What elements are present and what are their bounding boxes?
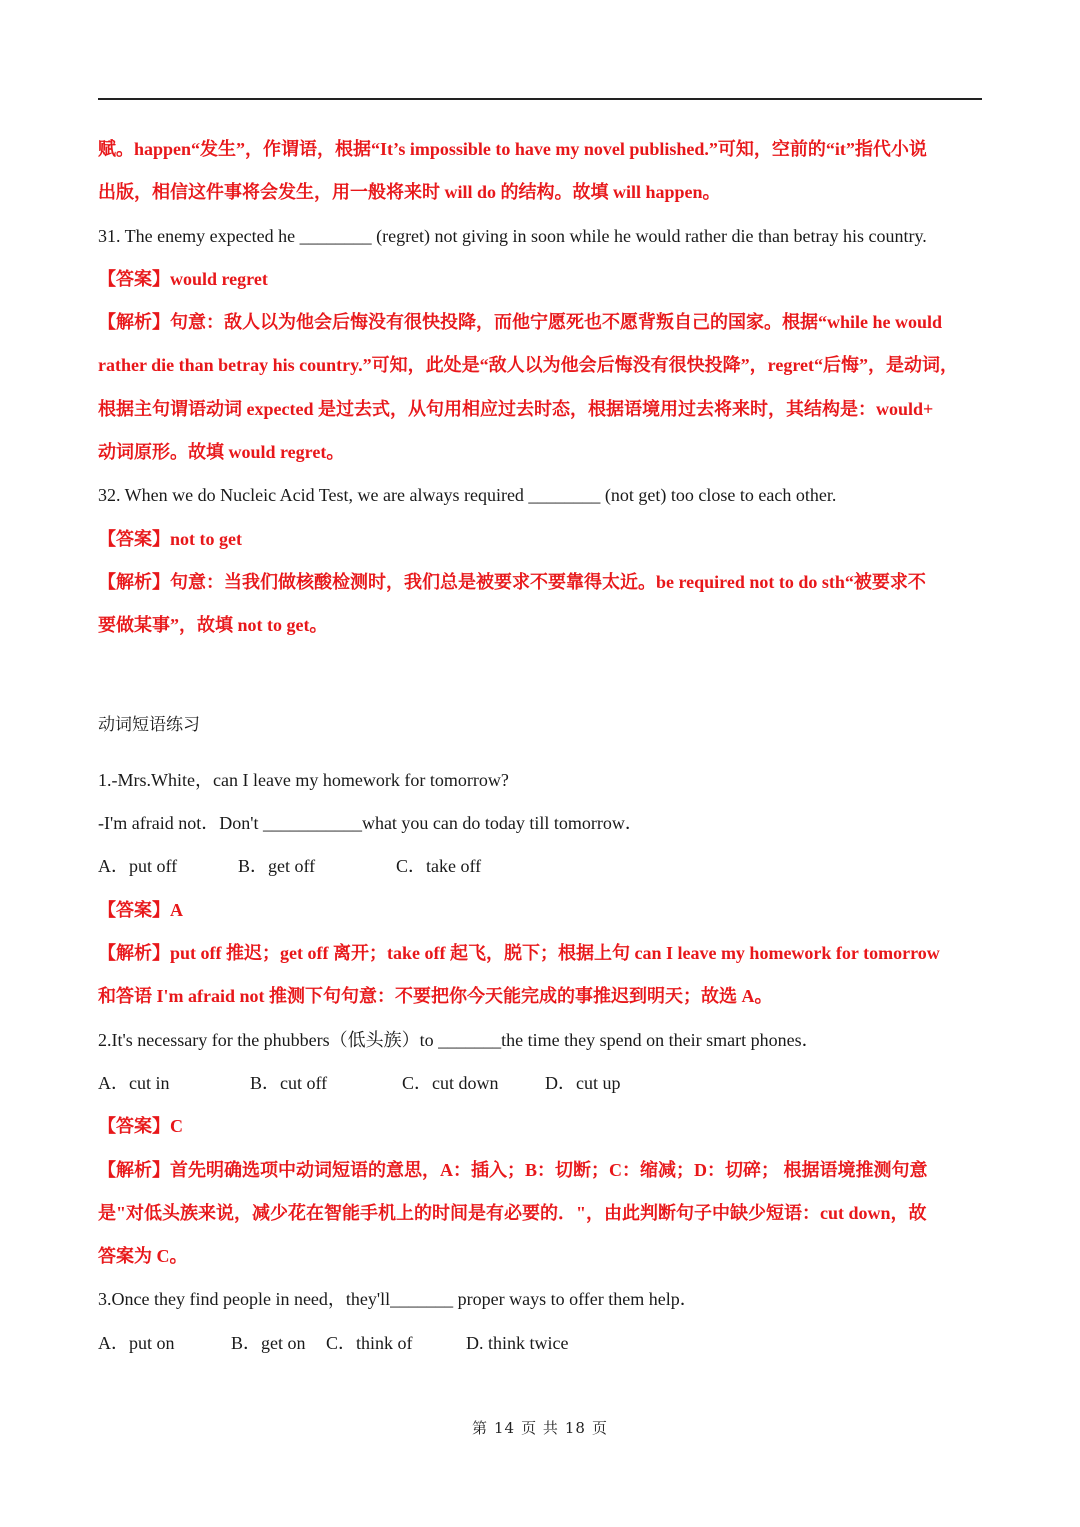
- analysis-31-line: 动词原形。故填 would regret。: [98, 442, 345, 463]
- analysis-31-line: 【解析】句意：敌人以为他会后悔没有很快投降，而他宁愿死也不愿背叛自己的国家。根据“while he would: [98, 312, 943, 333]
- analysis-32-line: 要做某事”，故填 not to get。: [98, 615, 328, 636]
- q2-analysis-line: 答案为 C。: [98, 1246, 188, 1267]
- q3-option-c: C．think of: [326, 1332, 413, 1353]
- q3-options: [98, 1322, 982, 1365]
- current-page-number: 14: [494, 1419, 516, 1437]
- q3-option-d: D. think twice: [466, 1332, 569, 1353]
- q3-line1: 3.Once they find people in need，they'll_______ proper ways to offer them help．: [98, 1289, 698, 1310]
- q3-option-b: B．get on: [231, 1332, 306, 1353]
- section-title: 动词短语练习: [98, 714, 200, 735]
- q3-option-a: A．put on: [98, 1332, 175, 1353]
- footer-suffix: 页: [591, 1419, 608, 1437]
- q1-line2: -I'm afraid not．Don't ___________what you can do today till tomorrow．: [98, 813, 643, 834]
- q1-option-b: B．get off: [238, 856, 316, 877]
- answer-31: 【答案】would regret: [98, 268, 268, 289]
- analysis-31-line: rather die than betray his country.”可知，此处是“敌人以为他会后悔没有很快投降”，regret“后悔”，是动词，: [98, 355, 958, 376]
- text-line: 出版，相信这件事将会发生，用一般将来时 will do 的结构。故填 will happen。: [98, 182, 721, 203]
- q2-option-b: B．cut off: [250, 1072, 328, 1093]
- q2-option-c: C．cut down: [402, 1072, 499, 1093]
- analysis-31-line: 根据主句谓语动词 expected 是过去式，从句用相应过去时态，根据语境用过去将来时，其结构是：would+: [98, 398, 934, 419]
- q2-answer: 【答案】C: [98, 1116, 183, 1137]
- footer-prefix: 第: [472, 1419, 489, 1437]
- q2-option-a: A．cut in: [98, 1072, 170, 1093]
- q2-options: [98, 1062, 982, 1105]
- question-32: 32. When we do Nucleic Acid Test, we are always required ________ (not get) too close to each other.: [98, 485, 837, 506]
- q1-analysis-line: 和答语 I'm afraid not 推测下句句意：不要把你今天能完成的事推迟到明天；故选 A。: [98, 986, 773, 1007]
- q1-analysis-line: 【解析】put off 推迟；get off 离开；take off 起飞，脱下；根据上句 can I leave my homework for tomorrow: [98, 943, 940, 964]
- text-line: 赋。happen“发生”，作谓语，根据“It’s impossible to have my novel published.”可知，空前的“it”指代小说: [98, 139, 927, 159]
- q1-line1: 1.-Mrs.White，can I leave my homework for tomorrow?: [98, 769, 509, 790]
- question-31: 31. The enemy expected he ________ (regret) not giving in soon while he would rather die than betray his country.: [98, 225, 927, 246]
- answer-32: 【答案】not to get: [98, 528, 242, 549]
- q1-answer: 【答案】A: [98, 899, 183, 920]
- footer-mid: 页 共: [521, 1419, 559, 1437]
- q2-analysis-line: 【解析】首先明确选项中动词短语的意思，A：插入；B：切断；C：缩减；D：切碎； 根据语境推测句意: [98, 1159, 928, 1180]
- header-rule: [98, 98, 982, 100]
- page-footer: [0, 1417, 1080, 1438]
- q1-option-a: A．put off: [98, 856, 178, 877]
- q2-option-d: D．cut up: [545, 1072, 621, 1093]
- q2-analysis-line: 是"对低头族来说，减少花在智能手机上的时间是有必要的．"，由此判断句子中缺少短语：cut down，故: [98, 1202, 927, 1223]
- page-content: [98, 128, 982, 1365]
- analysis-32-line: 【解析】句意：当我们做核酸检测时，我们总是被要求不要靠得太近。be required not to do sth“被要求不: [98, 571, 926, 592]
- q1-option-c: C．take off: [396, 856, 482, 877]
- total-page-number: 18: [564, 1419, 586, 1437]
- q1-options: [98, 845, 982, 888]
- q2-line1: 2.It's necessary for the phubbers（低头族）to _______the time they spend on their smart phones．: [98, 1029, 820, 1050]
